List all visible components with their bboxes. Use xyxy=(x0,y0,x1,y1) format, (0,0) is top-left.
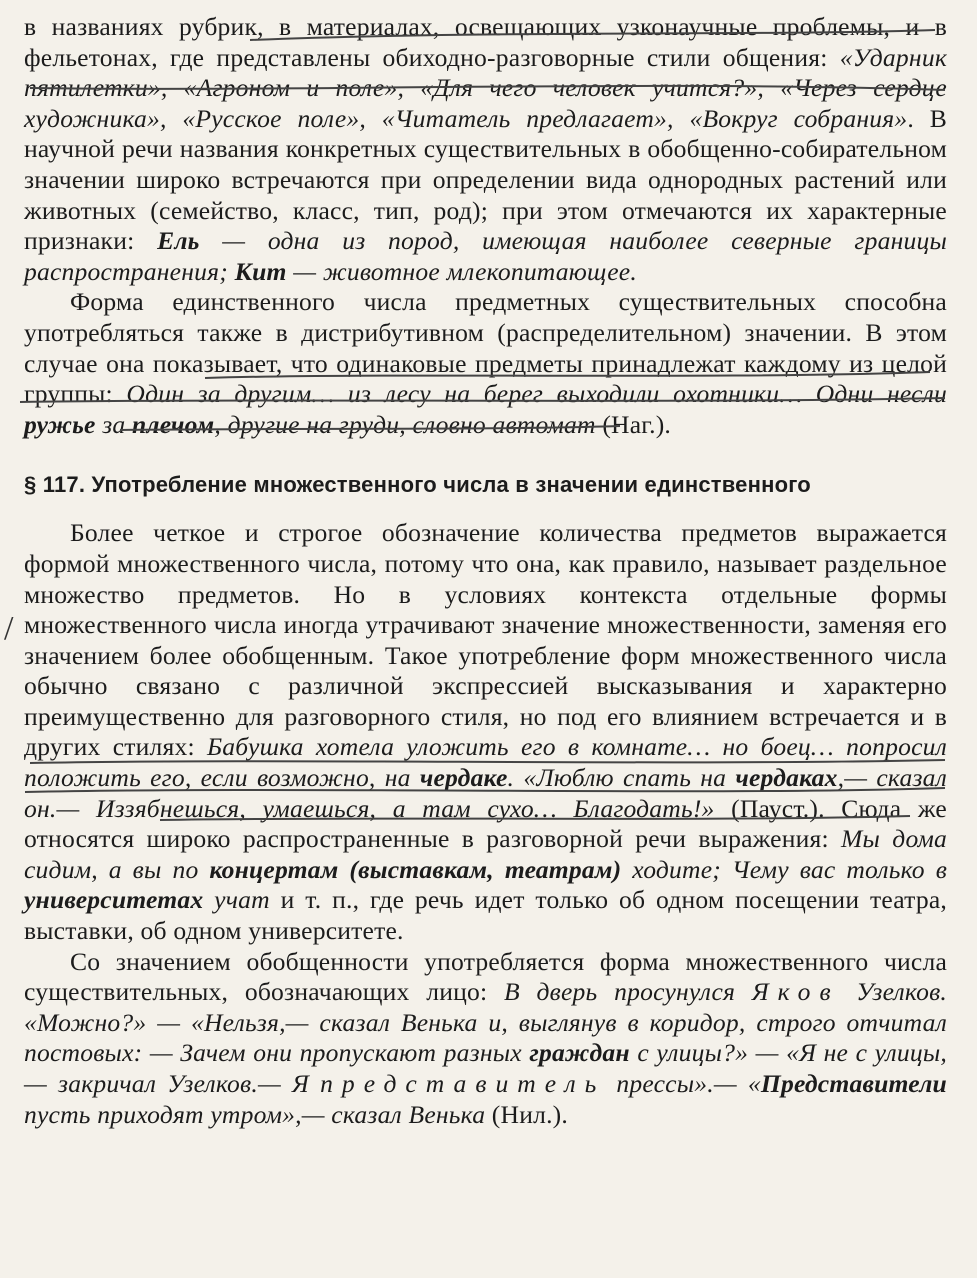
section-heading: § 117. Употребление множественного числа в значении единственного xyxy=(24,472,811,498)
body-text xyxy=(24,12,947,1130)
paragraph-4: Со значением обобщенности употребляется форма множественного числа существительных, обозначающих лицо: В дверь просунулся Яков Узелков. «Можно?» — «Нельзя,— сказал Венька и, выглянув в коридор, строго отчитал постовых: — Зачем они пропускают разных граждан с улицы?» — «Я не с улицы,— закричал Узелков.— Я представитель прессы».— «Представители пусть приходят утром»,— сказал Венька (Нил.). xyxy=(24,946,947,1129)
paragraph-1: в названиях рубрик, в материалах, освещающих узконаучные проблемы, и в фельетонах, где представлены обиходно-разговорные стили общения: «Ударник пятилетки», «Агроном и поле», «Для чего человек учится?», «Через сердце художника», «Русское поле», «Читатель предлагает», «Вокруг собрания». В научной речи названия конкретных существительных в обобщенно-собирательном значении широко встречаются при определении вида однородных растений или животных (семейство, класс, тип, род); при этом отмечаются их характерные признаки: Ель — одна из пород, имеющая наиболее северные границы распространения; Кит — животное млекопитающее. xyxy=(24,12,948,286)
paragraph-2: Форма единственного числа предметных существительных способна употребляться также в дистрибутивном (распределительном) значении. В этом случае она показывает, что одинаковые предметы принадлежат каждому из целой группы: Один за другим… из лесу на берег выходили охотники… Одни несли ружье за плечом, другие на груди, словно автомат (Наг.). xyxy=(24,287,947,439)
pencil-margin-mark: / xyxy=(4,610,14,647)
paragraph-3: Более четкое и строгое обозначение количества предметов выражается формой множественного числа, потому что она, как правило, называет раздельное множество предметов. Но в условиях контекста отдельные формы множественного числа иногда утрачивают значение множественности, заменяя его значением более обобщенным. Такое употребление форм множественного числа обычно связано с различной экспрессией высказывания и характерно преимущественно для разговорного стиля, но под его влиянием встречается и в других стилях: Бабушка хотела уложить его в комнате… но боец… попросил положить его, если возможно, на чердаке. «Люблю спать на чердаках,— сказал он.— Иззябнешься, умаешься, а там сухо… Благодать!» (Пауст.). Сюда же относятся широко распространенные в разговорной речи выражения: Мы дома сидим, а вы по концертам (выставкам, театрам) ходите; Чему вас только в университетах учат и т. п., где речь идет только об одном посещении театра, выставки, об одном университете. xyxy=(24,518,948,946)
